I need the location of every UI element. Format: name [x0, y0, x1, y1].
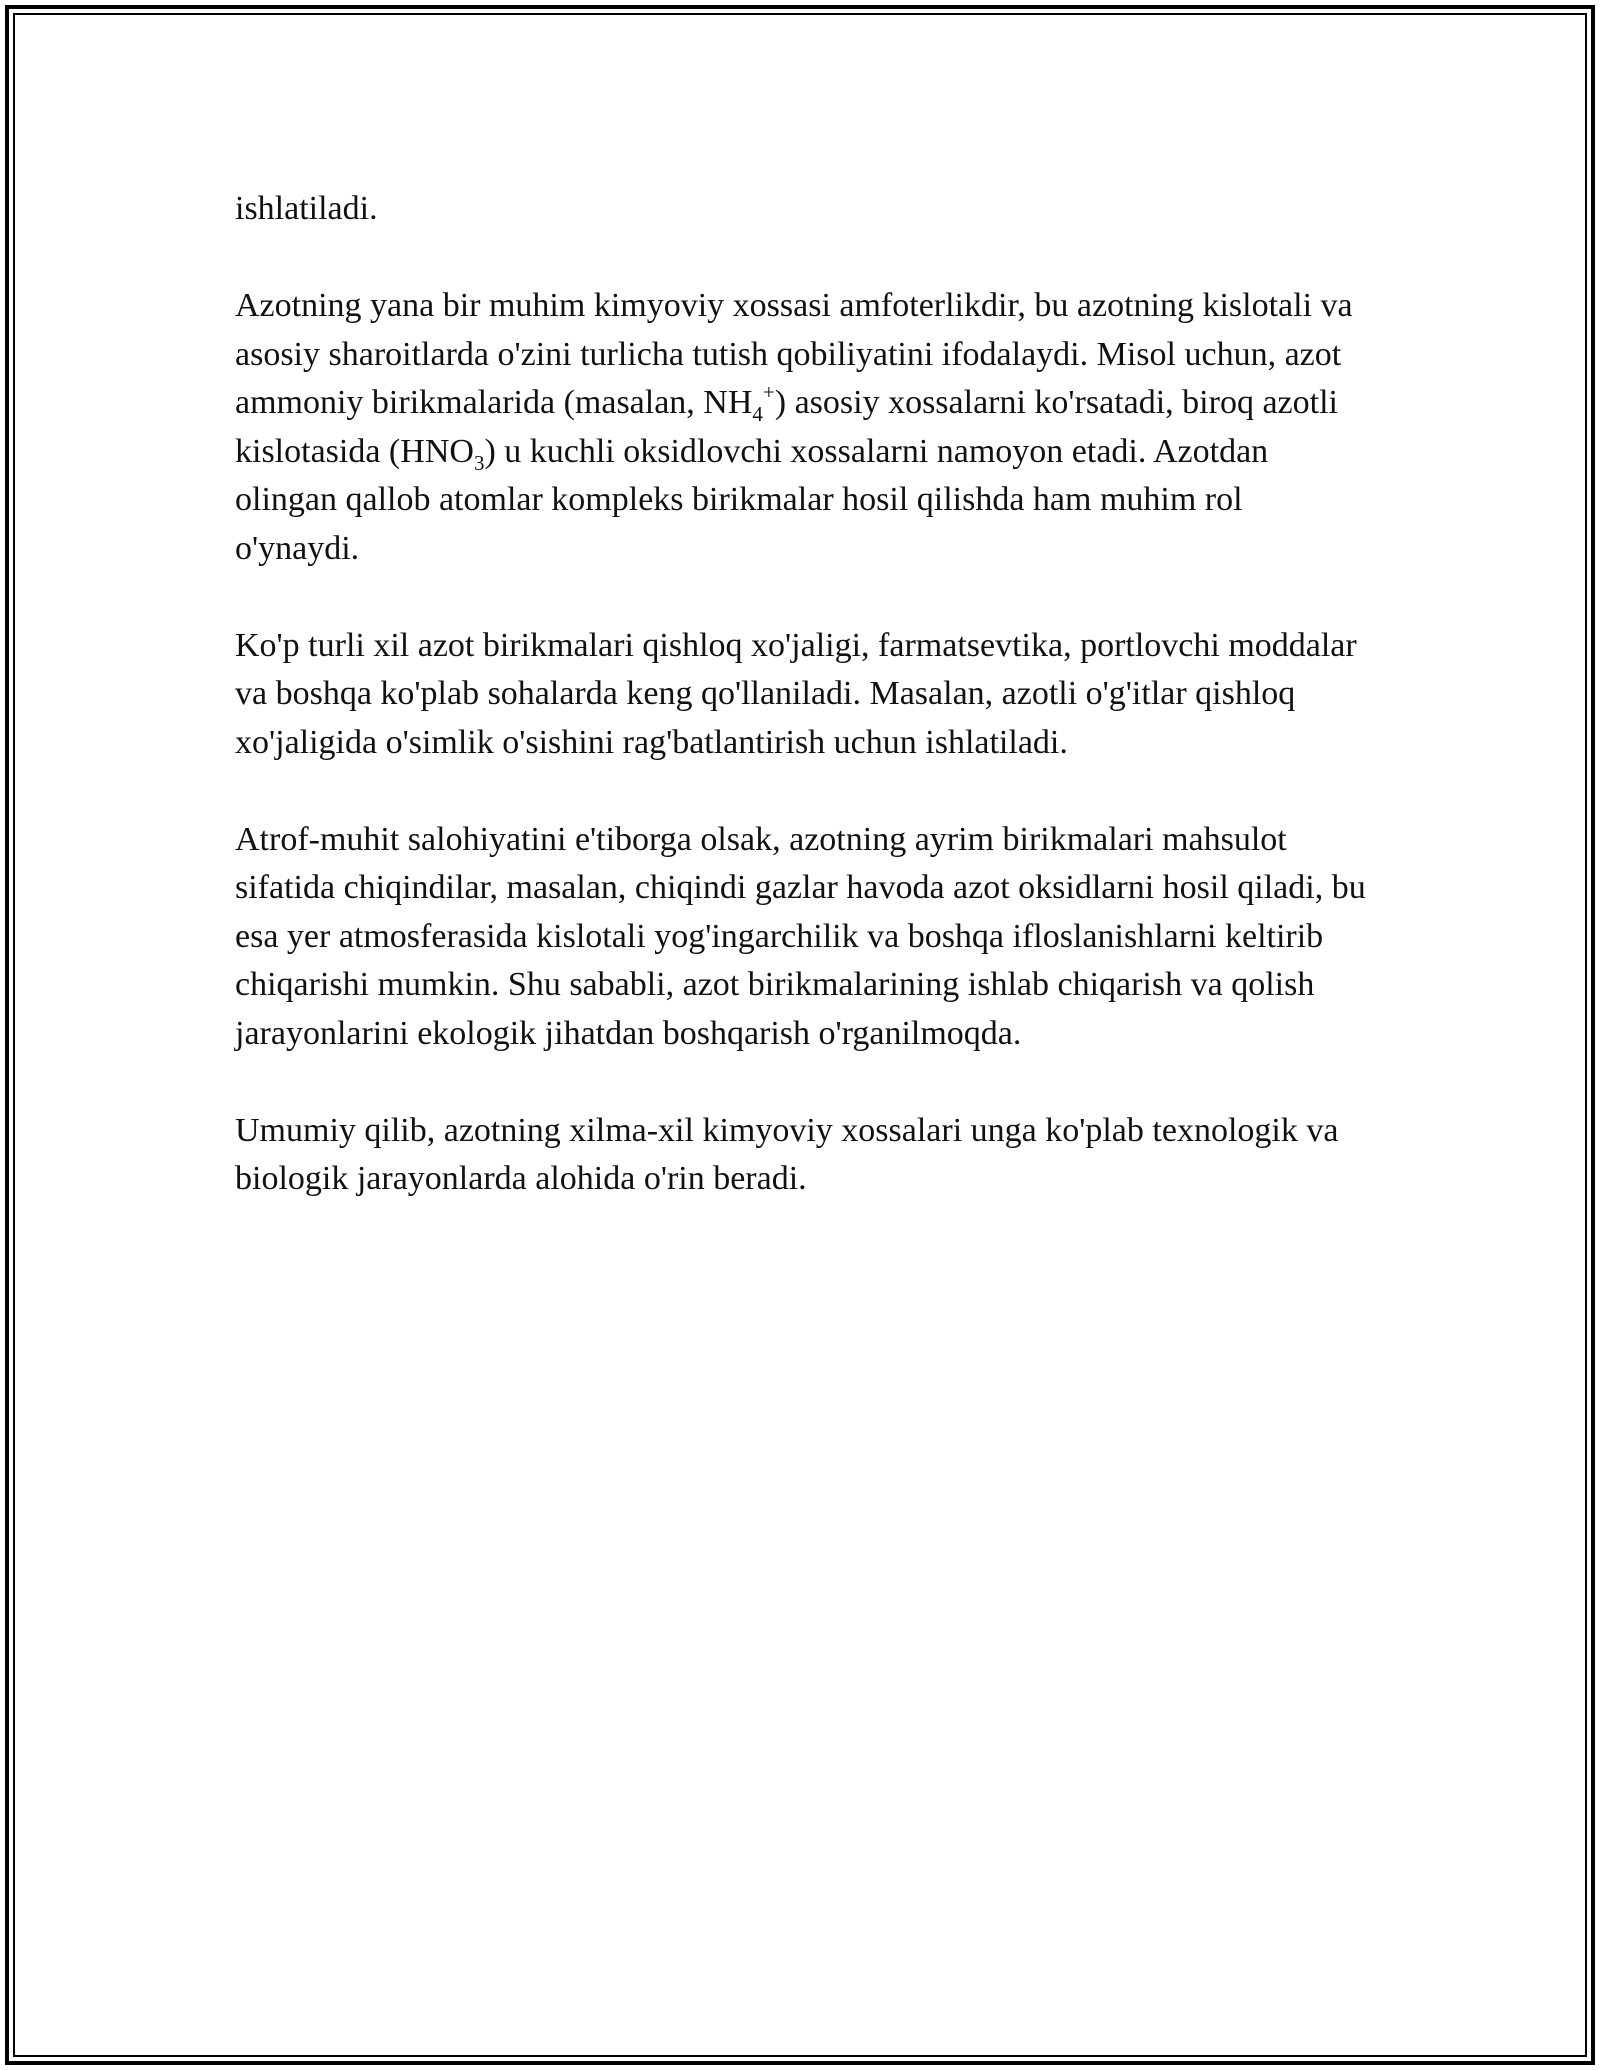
paragraph-conclusion: Umumiy qilib, azotning xilma-xil kimyoviy xossalari unga ko'plab texnologik va biologik jarayonlarda alohida o'rin beradi.	[235, 1111, 1339, 1197]
paragraph-amphoteric	[235, 282, 1375, 573]
formula-ammonium-base: NH	[703, 384, 753, 421]
formula-ammonium	[703, 380, 775, 426]
paragraph-continuation: ishlatiladi.	[235, 190, 378, 227]
formula-ammonium-subscript: 4	[752, 402, 763, 426]
formula-ammonium-superscript: +	[762, 380, 775, 404]
paragraph-amphoteric-text-c: ) u kuchli oksidlovchi xossalarni namoyon etadi. Azotdan olingan qallob atomlar kompleks birikmalar hosil qilishda ham muhim rol o'ynaydi.	[235, 432, 1269, 567]
formula-nitric-acid-subscript: 3	[473, 450, 485, 475]
formula-nitric-acid-base: HNO	[400, 432, 474, 470]
paragraph-environment: Atrof-muhit salohiyatini e'tiborga olsak, azotning ayrim birikmalari mahsulot sifatida chiqindilar, masalan, chiqindi gazlar havoda azot oksidlarni hosil qiladi, bu esa yer atmosferasida kislotali yog'ingarchilik va boshqa ifloslanishlarni keltirib chiqarishi mumkin. Shu sababli, azot birikmalarining ishlab chiqarish va qolish jarayonlarini ekologik jihatdan boshqarish o'rganilmoqda.	[235, 820, 1366, 1052]
paragraph-amphoteric-text-a: Azotning yana bir muhim kimyoviy xossasi amfoterlikdir, bu azotning kislotali va asosiy sharoitlarda o'zini turlicha tutish qobiliyatini ifodalaydi. Misol uchun, azot ammoniy birikmalarida (masalan,	[235, 287, 1353, 421]
document-body	[235, 185, 1375, 1252]
formula-nitric-acid	[400, 432, 485, 475]
paragraph-amphoteric-text-b: ) asosiy xossalarni ko'rsatadi, biroq azotli kislotasida (	[235, 384, 1338, 470]
paragraph-applications: Ko'p turli xil azot birikmalari qishloq xo'jaligi, farmatsevtika, portlovchi moddalar va boshqa ko'plab sohalarda keng qo'llaniladi. Masalan, azotli o'g'itlar qishloq xo'jaligida o'simlik o'sishini rag'batlantirish uchun ishlatiladi.	[235, 626, 1357, 761]
